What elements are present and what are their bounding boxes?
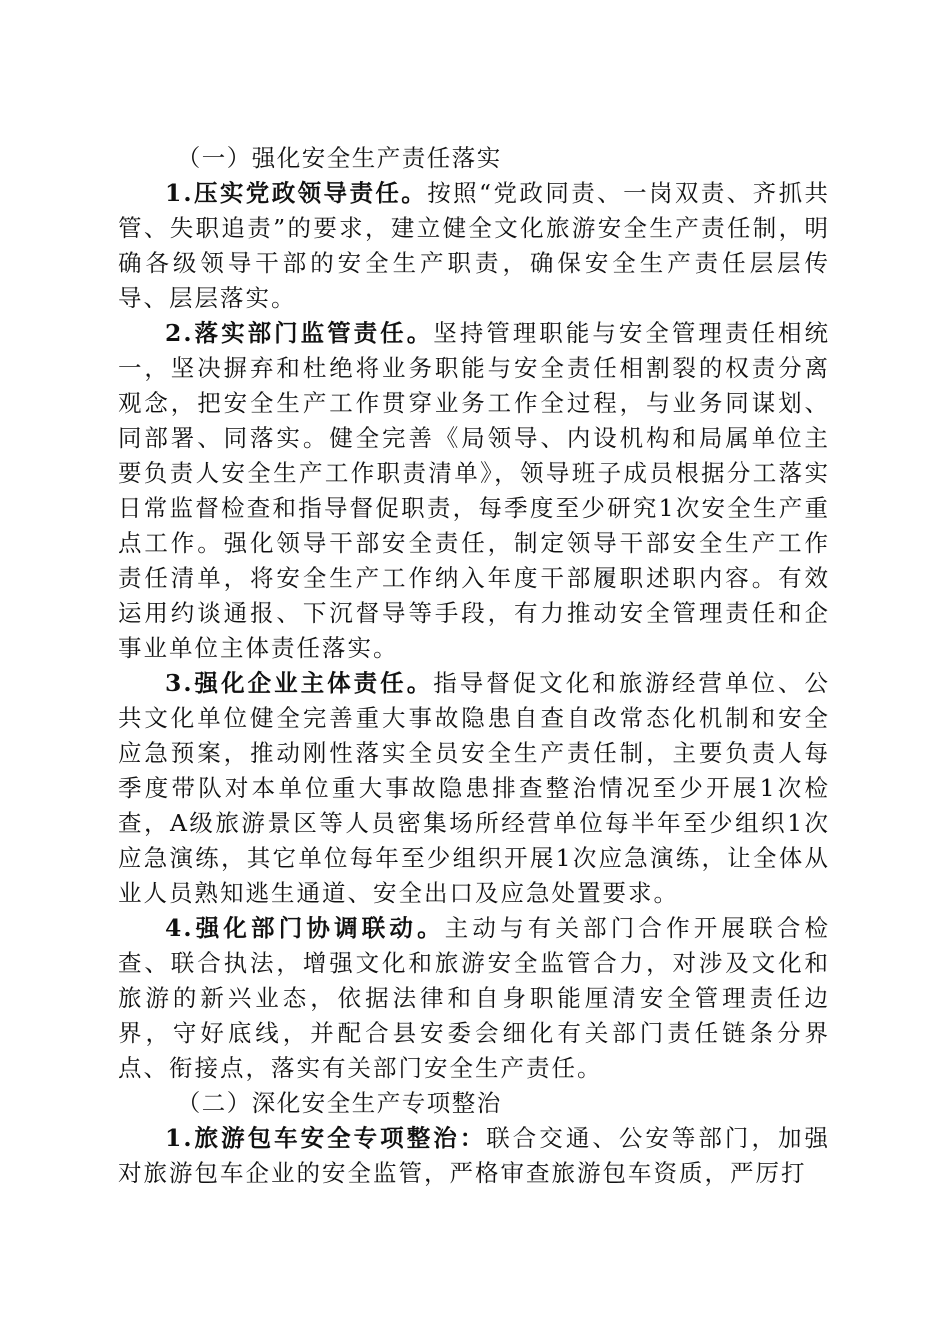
paragraph-lead: 3.强化企业主体责任。 [165,669,434,697]
paragraph-text: 联合交通、公安等部门，加强对旅游包车企业的安全监管，严格审查旅游包车资质，严厉打 [118,1124,830,1187]
paragraph-text: 坚持管理职能与安全管理责任相统一，坚决摒弃和杜绝将业务职能与安全责任相割裂的权责分离观念，把安全生产工作贯穿业务工作全过程，与业务同谋划、同部署、同落实。健全完善《局领导、内设机构和局属单位主要负责人安全生产工作职责清单》，领导班子成员根据分工落实日常监督检查和指导督促职责，每季度至少研究1次安全生产重点工作。强化领导干部安全责任，制定领导干部安全生产工作责任清单，将安全生产工作纳入年度干部履职述职内容。有效运用约谈通报、下沉督导等手段，有力推动安全管理责任和企事业单位主体责任落实。 [118,319,830,662]
paragraph-2 [118,316,830,666]
paragraph-3 [118,666,830,911]
paragraph-text: 按照“党政同责、一岗双责、齐抓共管、失职追责”的要求，建立健全文化旅游安全生产责任制，明确各级领导干部的安全生产职责，确保安全生产责任层层传导、层层落实。 [118,179,830,312]
document-body [118,141,830,1191]
paragraph-lead: 1.压实党政领导责任。 [165,179,428,207]
paragraph-lead: 1.旅游包车安全专项整治： [165,1124,487,1152]
paragraph-5 [118,1121,830,1191]
paragraph-text: 主动与有关部门合作开展联合检查、联合执法，增强文化和旅游安全监管合力，对涉及文化和旅游的新兴业态，依据法律和自身职能厘清安全管理责任边界，守好底线，并配合县安委会细化有关部门责任链条分界点、衔接点，落实有关部门安全生产责任。 [118,914,830,1082]
paragraph-4 [118,911,830,1086]
paragraph-1 [118,176,830,316]
paragraph-lead: 2.落实部门监管责任。 [165,319,434,347]
paragraph-lead: 4.强化部门协调联动。 [165,914,445,942]
section-heading-1: （一）强化安全生产责任落实 [176,144,502,172]
section-heading-2: （二）深化安全生产专项整治 [176,1089,502,1117]
paragraph-text: 指导督促文化和旅游经营单位、公共文化单位健全完善重大事故隐患自查自改常态化机制和安全应急预案，推动刚性落实全员安全生产责任制，主要负责人每季度带队对本单位重大事故隐患排查整治情况至少开展1次检查，A级旅游景区等人员密集场所经营单位每半年至少组织1次应急演练，其它单位每年至少组织开展1次应急演练，让全体从业人员熟知逃生通道、安全出口及应急处置要求。 [118,669,830,907]
